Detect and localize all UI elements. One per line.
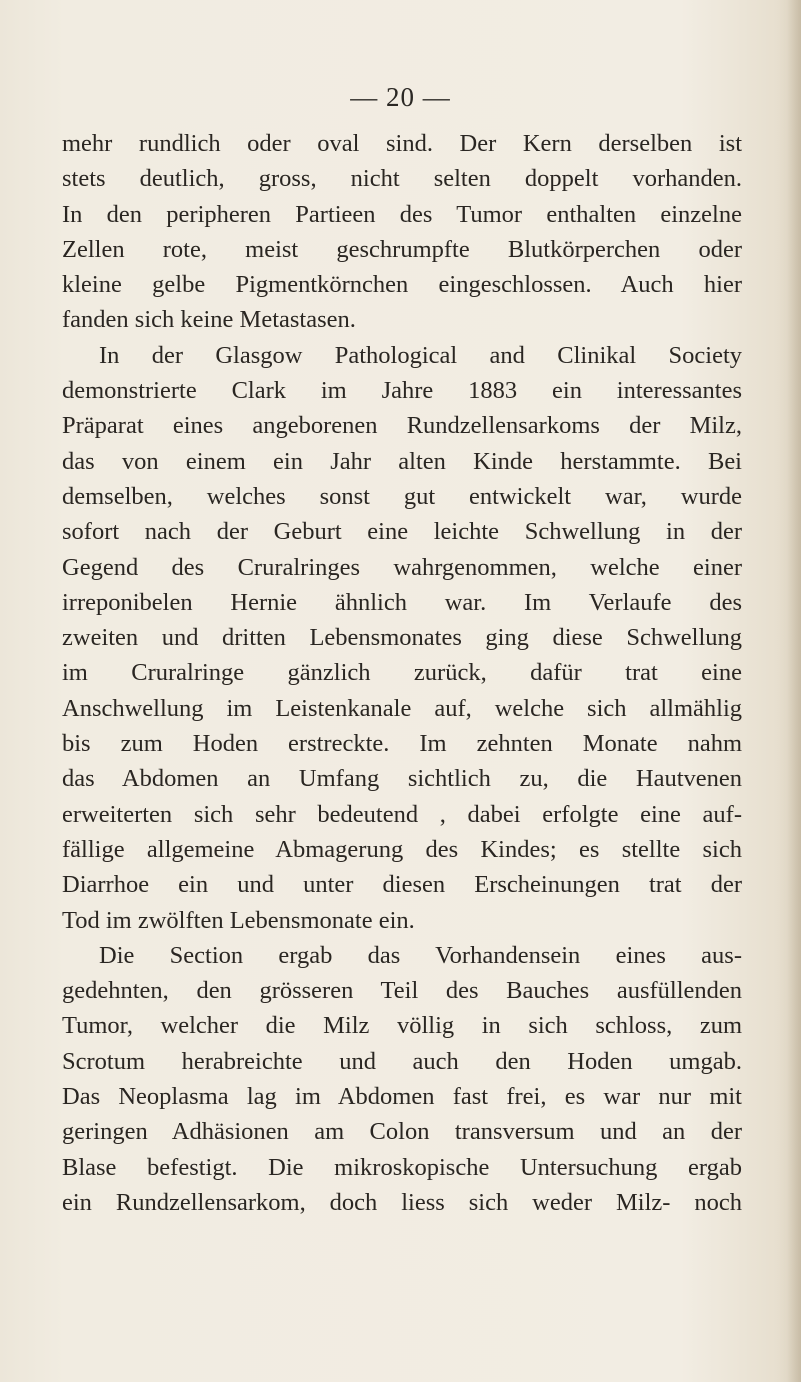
text-line: das Abdomen an Umfang sichtlich zu, die Hautvenen [62,765,742,793]
text-line: Tumor, welcher die Milz völlig in sich schloss, zum [62,1012,742,1040]
text-line: Anschwellung im Leistenkanale auf, welche sich allmählig [62,694,742,722]
text-line: bis zum Hoden erstreckte. Im zehnten Monate nahm [62,730,742,758]
text-line: zweiten und dritten Lebensmonates ging diese Schwellung [62,624,742,652]
text-line: das von einem ein Jahr alten Kinde herstammte. Bei [62,447,742,475]
text-line: fällige allgemeine Abmagerung des Kindes; es stellte sich [62,835,742,863]
text-line: irreponibelen Hernie ähnlich war. Im Verlaufe des [62,588,742,616]
text-line: demselben, welches sonst gut entwickelt war, wurde [62,482,742,510]
text-line: In den peripheren Partieen des Tumor enthalten einzelne [62,200,742,228]
text-line: ein Rundzellensarkom, doch liess sich weder Milz- noch [62,1188,742,1216]
text-line: In der Glasgow Pathological and Clinikal Society [99,341,742,369]
text-line: Tod im zwölften Lebensmonate ein. [62,906,415,934]
text-line: im Cruralringe gänzlich zurück, dafür trat eine [62,659,742,687]
text-line: fanden sich keine Metastasen. [62,306,356,334]
text-line: Das Neoplasma lag im Abdomen fast frei, es war nur mit [62,1083,742,1111]
text-line: kleine gelbe Pigmentkörnchen eingeschlossen. Auch hier [62,271,742,299]
page-number: — 20 — [350,82,451,112]
text-line: sofort nach der Geburt eine leichte Schwellung in der [62,518,742,546]
text-line: erweiterten sich sehr bedeutend , dabei erfolgte eine auf- [62,800,742,828]
text-line: Scrotum herabreichte und auch den Hoden umgab. [62,1047,742,1075]
text-line: Blase befestigt. Die mikroskopische Untersuchung ergab [62,1153,742,1181]
text-line: Zellen rote, meist geschrumpfte Blutkörperchen oder [62,235,742,263]
text-line: geringen Adhäsionen am Colon transversum und an der [62,1118,742,1146]
text-line: Gegend des Cruralringes wahrgenommen, welche einer [62,553,742,581]
body-text [62,126,742,1220]
text-line: gedehnten, den grösseren Teil des Bauches ausfüllenden [62,977,742,1005]
text-line: Die Section ergab das Vorhandensein eines aus- [99,941,742,969]
text-line: demonstrierte Clark im Jahre 1883 ein interessantes [62,377,742,405]
text-line: Präparat eines angeborenen Rundzellensarkoms der Milz, [62,412,742,440]
text-line: stets deutlich, gross, nicht selten doppelt vorhanden. [62,165,742,193]
text-line: mehr rundlich oder oval sind. Der Kern derselben ist [62,130,742,157]
page-edge-shadow [787,0,801,1382]
text-line: Diarrhoe ein und unter diesen Erscheinungen trat der [62,871,742,899]
